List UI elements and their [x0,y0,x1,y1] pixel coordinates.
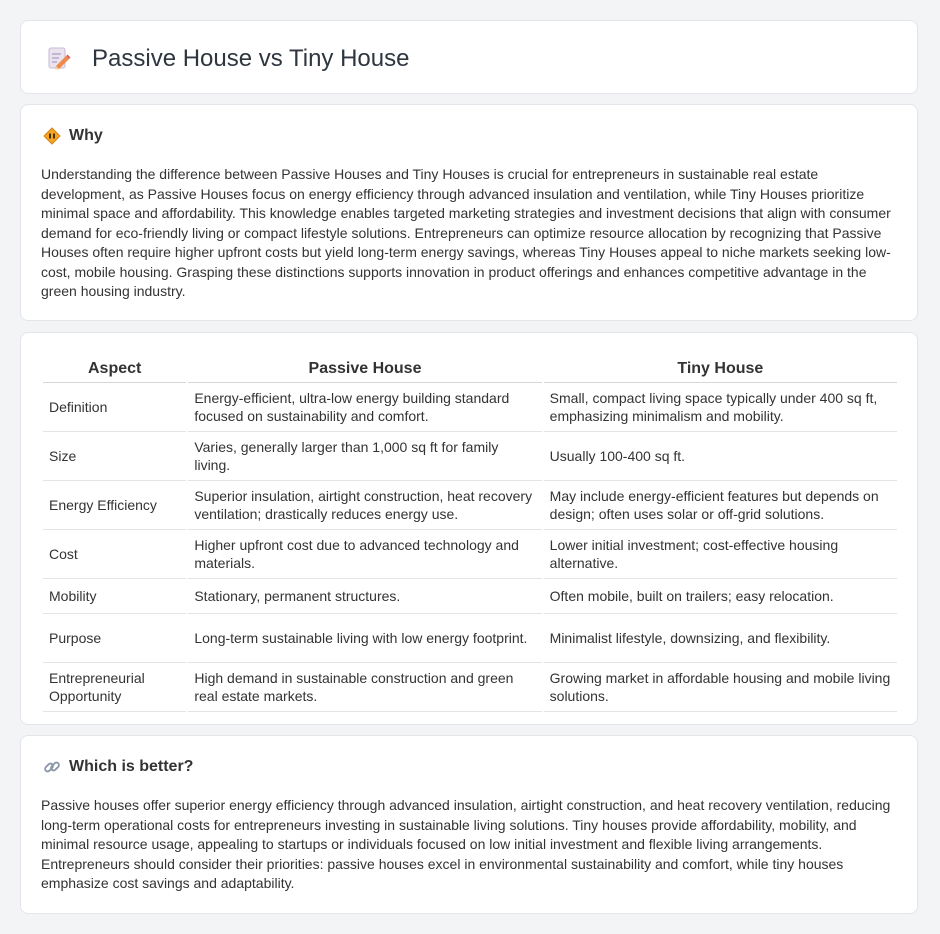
link-icon [43,758,61,776]
passive-house-cell: Energy-efficient, ultra-low energy building standard focused on sustainability and comfort. [188,383,541,432]
table-row [43,614,897,663]
passive-house-cell: High demand in sustainable construction and green real estate markets. [188,663,541,712]
passive-house-cell: Higher upfront cost due to advanced technology and materials. [188,530,541,579]
why-heading-row [43,127,103,145]
aspect-cell: Cost [43,530,186,579]
passive-house-cell: Long-term sustainable living with low energy footprint. [188,614,541,663]
table-header-row [43,353,897,383]
aspect-cell: Definition [43,383,186,432]
passive-house-cell: Stationary, permanent structures. [188,579,541,614]
comparison-section [20,332,918,725]
why-section [20,104,918,321]
table-row [43,383,897,432]
table-row [43,663,897,712]
column-header-passive-house: Passive House [188,353,541,383]
comparison-table [41,353,899,712]
tiny-house-cell: Often mobile, built on trailers; easy relocation. [544,579,897,614]
passive-house-cell: Superior insulation, airtight construction, heat recovery ventilation; drastically reduces energy use. [188,481,541,530]
better-text: Passive houses offer superior energy efficiency through advanced insulation, airtight construction, and heat recovery ventilation, reducing long-term operational costs for entrepreneurs investing in sustainable living solutions. Tiny houses provide affordability, mobility, and minimal resource usage, appealing to startups or individuals focused on low initial investment and flexible living arrangements. Entrepreneurs should consider their priorities: passive houses excel in environmental sustainability and comfort, while tiny houses emphasize cost savings and adaptability. [41,797,891,891]
table-row [43,481,897,530]
tiny-house-cell: Minimalist lifestyle, downsizing, and flexibility. [544,614,897,663]
aspect-cell: Energy Efficiency [43,481,186,530]
header-card [20,20,918,94]
tiny-house-cell: Lower initial investment; cost-effective housing alternative. [544,530,897,579]
tiny-house-cell: May include energy-efficient features but depends on design; often uses solar or off-grid solutions. [544,481,897,530]
aspect-cell: Purpose [43,614,186,663]
why-text: Understanding the difference between Passive Houses and Tiny Houses is crucial for entrepreneurs in sustainable real estate development, as Passive Houses focus on energy efficiency through advanced insulation and ventilation, while Tiny Houses prioritize minimal space and affordability. This knowledge enables targeted marketing strategies and investment decisions that align with consumer demand for eco-friendly living or compact lifestyle solutions. Entrepreneurs can optimize resource allocation by recognizing that Passive Houses often require higher upfront costs but yield long-term energy savings, whereas Tiny Houses appeal to niche markets seeking low-cost, mobile housing. Grasping these distinctions supports innovation in product offerings and enhances competitive advantage in the green housing industry. [41,166,891,299]
passive-house-cell: Varies, generally larger than 1,000 sq ft for family living. [188,432,541,481]
aspect-cell: Size [43,432,186,481]
why-heading: Why [69,127,103,144]
diamond-icon [43,127,61,145]
aspect-cell: Mobility [43,579,186,614]
page-title: Passive House vs Tiny House [92,45,410,72]
aspect-cell: Entrepreneurial Opportunity [43,663,186,712]
column-header-aspect: Aspect [43,353,186,383]
which-is-better-section [20,735,918,914]
column-header-tiny-house: Tiny House [544,353,897,383]
better-heading: Which is better? [69,758,194,775]
table-row [43,579,897,614]
table-row [43,530,897,579]
better-heading-row [43,758,193,776]
tiny-house-cell: Growing market in affordable housing and mobile living solutions. [544,663,897,712]
table-row [43,432,897,481]
tiny-house-cell: Small, compact living space typically under 400 sq ft, emphasizing minimalism and mobility. [544,383,897,432]
tiny-house-cell: Usually 100-400 sq ft. [544,432,897,481]
document-pencil-icon [47,45,71,71]
